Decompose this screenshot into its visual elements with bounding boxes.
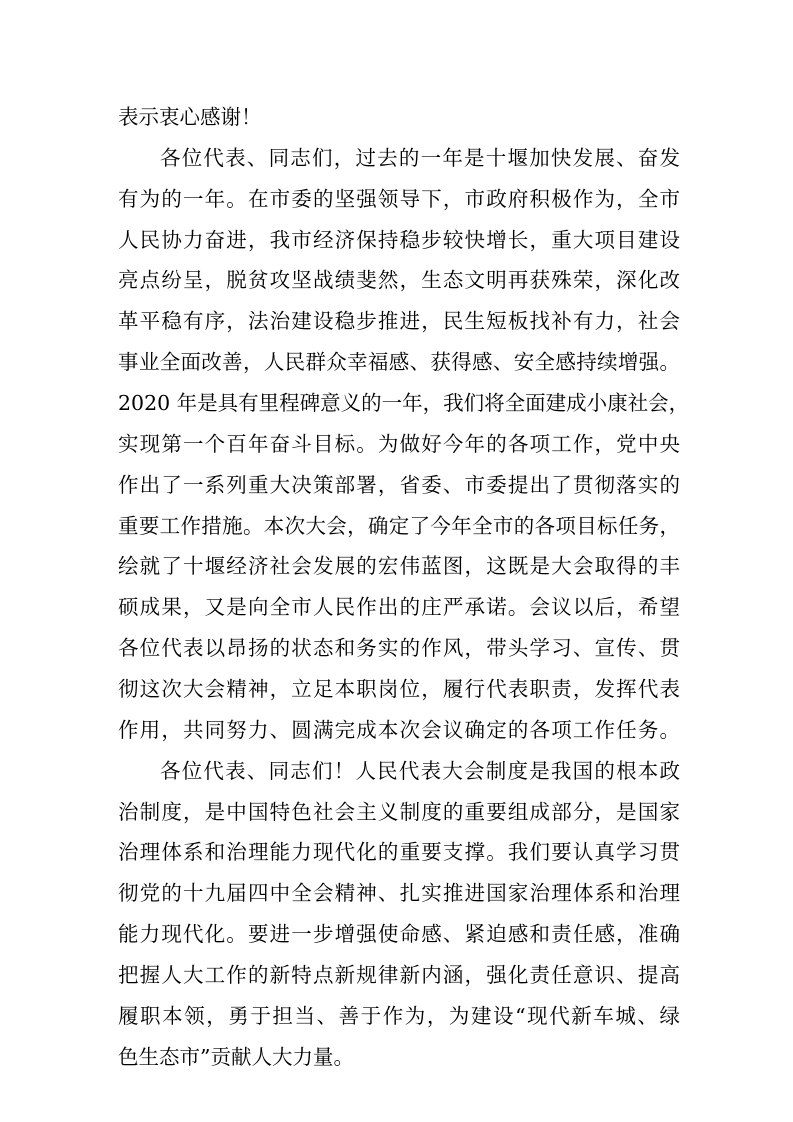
text-line: 作出了一系列重大决策部署，省委、市委提出了贯彻落实的 [118,472,680,497]
text-line: 革平稳有序，法治建设稳步推进，民生短板找补有力，社会 [118,309,680,334]
text-line: 治理体系和治理能力现代化的重要支撑。我们要认真学习贯 [118,840,680,865]
document-body [118,97,690,1078]
text-line: 有为的一年。在市委的坚强领导下，市政府积极作为，全市 [118,186,680,211]
text-line: 人民协力奋进，我市经济保持稳步较快增长，重大项目建设 [118,227,680,252]
text-line: 色生态市”贡献人大力量。 [118,1044,354,1069]
text-line: 重要工作措施。本次大会，确定了今年全市的各项目标任务， [118,513,680,538]
text-line: 表示衷心感谢！ [118,105,262,129]
text-line: 履职本领，勇于担当、善于作为，为建设“现代新车城、绿 [118,1003,680,1028]
paragraph-review [118,138,690,751]
text-line: 把握人大工作的新特点新规律新内涵，强化责任意识、提高 [118,963,680,988]
paragraph-system [118,751,680,1078]
text-line: 治制度，是中国特色社会主义制度的重要组成部分，是国家 [118,799,680,824]
text-line: 彻党的十九届四中全会精神、扎实推进国家治理体系和治理 [118,881,680,906]
text-line: 绘就了十堰经济社会发展的宏伟蓝图，这既是大会取得的丰 [118,554,680,579]
text-line: 各位代表、同志们，过去的一年是十堰加快发展、奋发 [160,145,680,170]
text-line: 各位代表以昂扬的状态和务实的作风，带头学习、宣传、贯 [118,636,680,661]
text-line: 实现第一个百年奋斗目标。为做好今年的各项工作，党中央 [118,431,680,456]
text-line: 亮点纷呈，脱贫攻坚战绩斐然，生态文明再获殊荣，深化改 [118,268,680,293]
text-line: 彻这次大会精神，立足本职岗位，履行代表职责，发挥代表 [118,677,680,702]
text-line: 各位代表、同志们！人民代表大会制度是我国的根本政 [160,758,680,783]
text-line: 能力现代化。要进一步增强使命感、紧迫感和责任感，准确 [118,922,680,947]
paragraph-continuation [118,97,680,138]
text-line: 硕成果，又是向全市人民作出的庄严承诺。会议以后，希望 [118,595,680,620]
text-line: 2020 年是具有里程碑意义的一年，我们将全面建成小康社会， [118,391,690,416]
text-line: 事业全面改善，人民群众幸福感、获得感、安全感持续增强。 [118,350,680,375]
text-line: 作用，共同努力、圆满完成本次会议确定的各项工作任务。 [118,717,680,742]
